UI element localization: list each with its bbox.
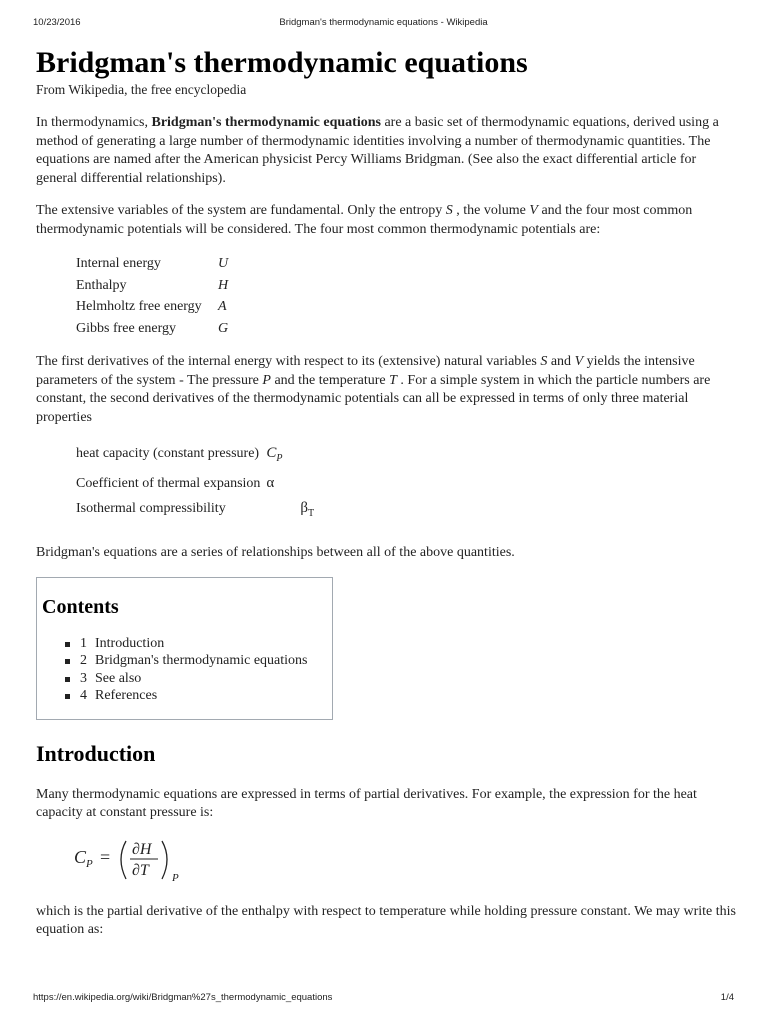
symbol-base: C [266, 445, 277, 461]
toc-item[interactable] [62, 652, 332, 670]
toc-link[interactable]: References [95, 688, 158, 703]
toc-link[interactable]: See also [95, 670, 142, 686]
potential-symbol: H [218, 277, 229, 293]
table-row [76, 496, 314, 526]
temperature-symbol: T [389, 372, 397, 388]
entropy-symbol: S [540, 354, 548, 369]
potential-name: Gibbs free energy [76, 320, 177, 336]
text-run: . For a simple system in which the particle numbers are constant, the second derivatives of the thermodynamic potentials can all be expressed in terms of only three material properties [36, 372, 711, 425]
article-content [36, 40, 736, 954]
toc-item[interactable] [62, 670, 332, 688]
eq-equals: = [100, 846, 111, 867]
text-run: The extensive variables of the system are fundamental. Only the entropy [36, 203, 446, 218]
heat-capacity-equation [72, 837, 736, 885]
print-url: https://en.wikipedia.org/wiki/Bridgman%27s_thermodynamic_equations [33, 992, 333, 1003]
intro-bold-term: Bridgman's thermodynamic equations [151, 115, 381, 130]
property-name: Isothermal compressibility [76, 501, 226, 516]
text-run: and [547, 354, 575, 369]
print-page-number: 1/4 [720, 992, 734, 1003]
toc-number: 4 [80, 688, 87, 703]
property-symbol [260, 441, 314, 471]
property-symbol [260, 471, 314, 496]
symbol-subscript: P [276, 453, 283, 464]
first-derivatives-paragraph [36, 353, 736, 427]
eq-lhs-sub: P [86, 857, 93, 870]
toc-number: 2 [80, 653, 87, 668]
eq-outer-sub: P [172, 871, 179, 884]
introduction-paragraph-2: which is the partial derivative of the enthalpy with respect to temperature while holding pressure constant. We may write this equation as: [36, 903, 736, 937]
toc-item[interactable] [62, 687, 332, 705]
symbol-base: α [266, 475, 275, 491]
entropy-symbol: S [445, 203, 453, 218]
property-name: heat capacity (constant pressure) [76, 446, 260, 461]
potential-symbol: U [218, 256, 229, 271]
potential-name: Internal energy [76, 256, 161, 271]
print-footer [33, 992, 734, 1006]
toc-item[interactable] [62, 635, 332, 653]
potentials-table [76, 253, 228, 339]
eq-numerator: ∂H [132, 840, 152, 858]
table-row [76, 441, 314, 471]
intro-rest: are a basic set of thermodynamic equations, derived using a method of generating a large number of thermodynamic identities involving a number of thermodynamic quantities. The equations are named after the American physicist Percy Williams Bridgman. (See also the exact differential article for general differential relationships). [36, 115, 719, 186]
table-of-contents [36, 577, 333, 720]
right-paren [162, 841, 167, 879]
text-run: and the temperature [270, 372, 390, 388]
material-properties-table [76, 441, 314, 526]
property-symbol [260, 496, 314, 526]
potential-symbol: A [218, 299, 227, 314]
section-heading-introduction: Introduction [36, 740, 156, 766]
text-run: The first derivatives of the internal energy with respect to its (extensive) natural variables [36, 354, 541, 369]
intro-paragraph [36, 114, 736, 188]
table-row [76, 296, 228, 318]
eq-denominator: ∂T [132, 861, 149, 879]
text-run: yields the intensive parameters of the system - The pressure [36, 354, 695, 388]
potential-name: Helmholtz free energy [76, 299, 202, 314]
equation-graphic [72, 837, 232, 885]
toc-number: 3 [80, 670, 87, 686]
summary-paragraph: Bridgman's equations are a series of relationships between all of the above quantities. [36, 545, 515, 560]
potential-symbol: G [218, 320, 229, 336]
toc-link[interactable]: Bridgman's thermodynamic equations [95, 653, 308, 668]
print-page-title: Bridgman's thermodynamic equations - Wikipedia [279, 17, 488, 28]
introduction-paragraph: Many thermodynamic equations are expressed in terms of partial derivatives. For example, the expression for the heat capacity at constant pressure is: [36, 786, 697, 820]
table-row [76, 318, 228, 340]
property-name: Coefficient of thermal expansion [76, 476, 261, 491]
article-tagline: From Wikipedia, the free encyclopedia [36, 82, 247, 97]
table-row [76, 275, 228, 297]
print-header [33, 17, 734, 31]
toc-heading: Contents [42, 595, 119, 618]
article-title: Bridgman's thermodynamic equations [36, 46, 528, 79]
potential-name: Enthalpy [76, 277, 127, 293]
pressure-symbol: P [262, 372, 271, 388]
volume-symbol: V [574, 354, 584, 369]
extensive-variables-paragraph [36, 202, 736, 239]
left-paren [121, 841, 126, 879]
symbol-base: β [300, 500, 309, 516]
table-row [76, 253, 228, 275]
toc-number: 1 [80, 635, 87, 651]
volume-symbol: V [529, 203, 538, 218]
symbol-subscript: T [308, 508, 315, 519]
toc-link[interactable]: Introduction [95, 635, 165, 651]
text-run: and the four most common thermodynamic potentials will be considered. The four most common thermodynamic potentials are: [36, 203, 693, 237]
intro-lead: In thermodynamics, [36, 115, 152, 130]
toc-list [42, 635, 332, 705]
print-date: 10/23/2016 [33, 17, 81, 28]
eq-lhs: C [74, 846, 87, 867]
table-row [76, 471, 314, 496]
text-run: , the volume [452, 203, 530, 218]
